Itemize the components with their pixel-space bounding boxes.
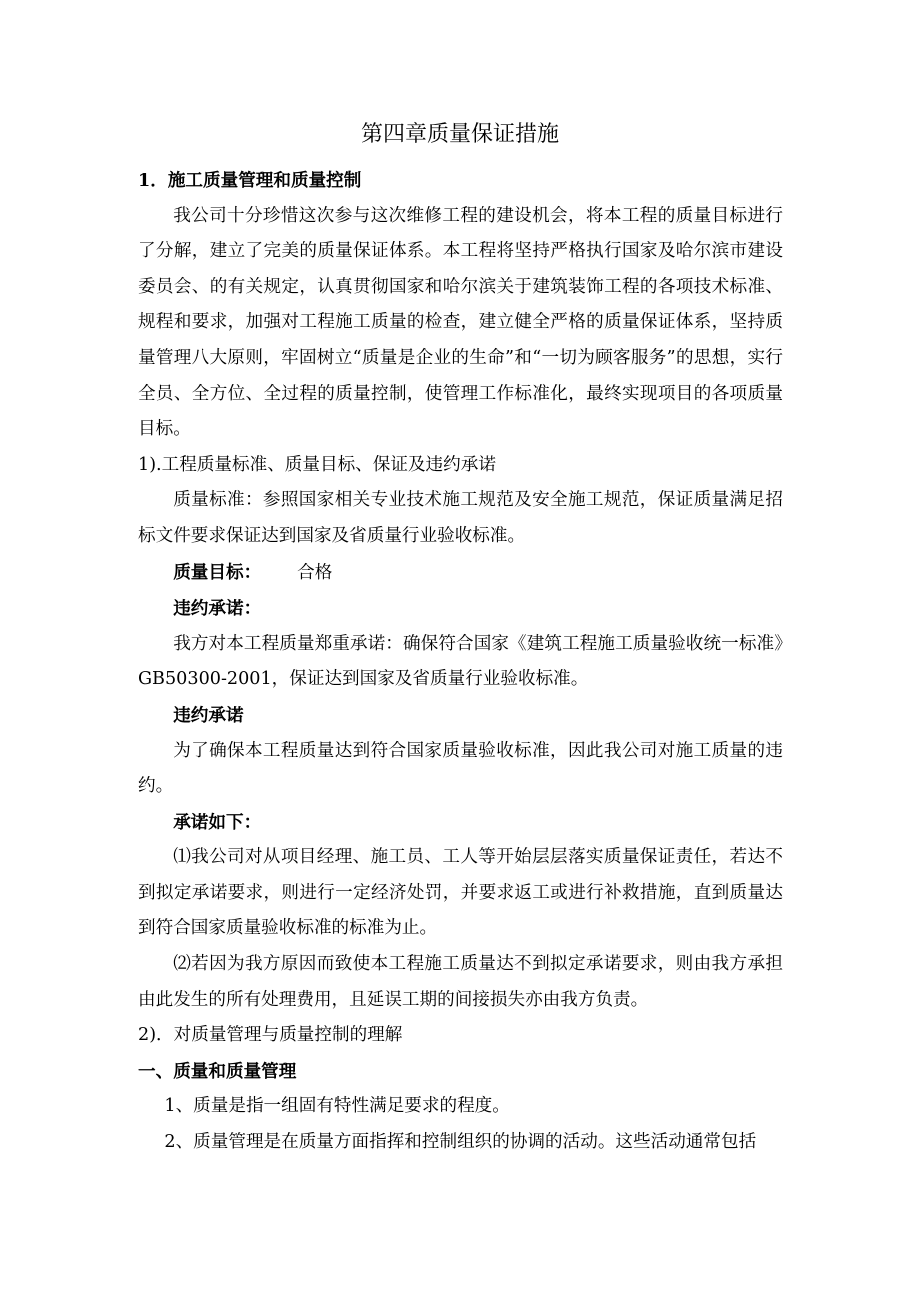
promise-item-1: ⑴我公司对从项目经理、施工员、工人等开始层层落实质量保证责任，若达不到拟定承诺要求，则进行一定经济处罚，并要求返工或进行补救措施，直到质量达到符合国家质量验收标准的标准为止。 [138,847,783,939]
section1-heading: 1．施工质量管理和质量控制 [138,170,362,191]
breach-commit-paragraph-2: 为了确保本工程质量达到符合国家质量验收标准，因此我公司对施工质量的违约。 [138,740,783,797]
breach-commit-label-2: 违约承诺 [173,704,244,726]
quality-standard-paragraph: 质量标准：参照国家相关专业技术施工规范及安全施工规范，保证质量满足招标文件要求保证达到国家及省质量行业验收标准。 [138,490,783,546]
sub1-heading: 1).工程质量标准、质量目标、保证及违约承诺 [138,454,496,475]
quality-goal-line [138,555,783,592]
sub2-heading: 2)．对质量管理与质量控制的理解 [138,1025,403,1046]
breach-commit-paragraph-1: 我方对本工程质量郑重承诺：确保符合国家《建筑工程施工质量验收统一标准》GB50300-2001，保证达到国家及省质量行业验收标准。 [138,633,783,690]
promise-item-2: ⑵若因为我方原因而致使本工程施工质量达不到拟定承诺要求，则由我方承担由此发生的所有处理费用，且延误工期的间接损失亦由我方负责。 [138,954,783,1010]
page-title: 第四章质量保证措施 [360,122,559,147]
definition-2: 2、质量管理是在质量方面指挥和控制组织的协调的活动。这些活动通常包括 [164,1132,757,1153]
document-body [138,163,783,1161]
definition-1: 1、质量是指一组固有特性满足要求的程度。 [164,1096,510,1117]
intro-paragraph: 我公司十分珍惜这次参与这次维修工程的建设机会，将本工程的质量目标进行了分解，建立了完美的质量保证体系。本工程将坚持严格执行国家及哈尔滨市建设委员会、的有关规定，认真贯彻国家和哈尔滨关于建筑装饰工程的各项技术标准、规程和要求，加强对工程施工质量的检查，建立健全严格的质量保证体系，坚持质量管理八大原则，牢固树立“质量是企业的生命”和“一切为顾客服务”的思想，实行全员、全方位、全过程的质量控制，使管理工作标准化，最终实现项目的各项质量目标。 [138,205,783,440]
quality-goal-label: 质量目标： [173,561,262,583]
quality-goal-value: 合格 [297,562,333,583]
promise-label: 承诺如下： [173,811,262,833]
breach-commit-label-1: 违约承诺： [173,598,262,620]
section-one-heading: 一、质量和质量管理 [138,1060,297,1082]
